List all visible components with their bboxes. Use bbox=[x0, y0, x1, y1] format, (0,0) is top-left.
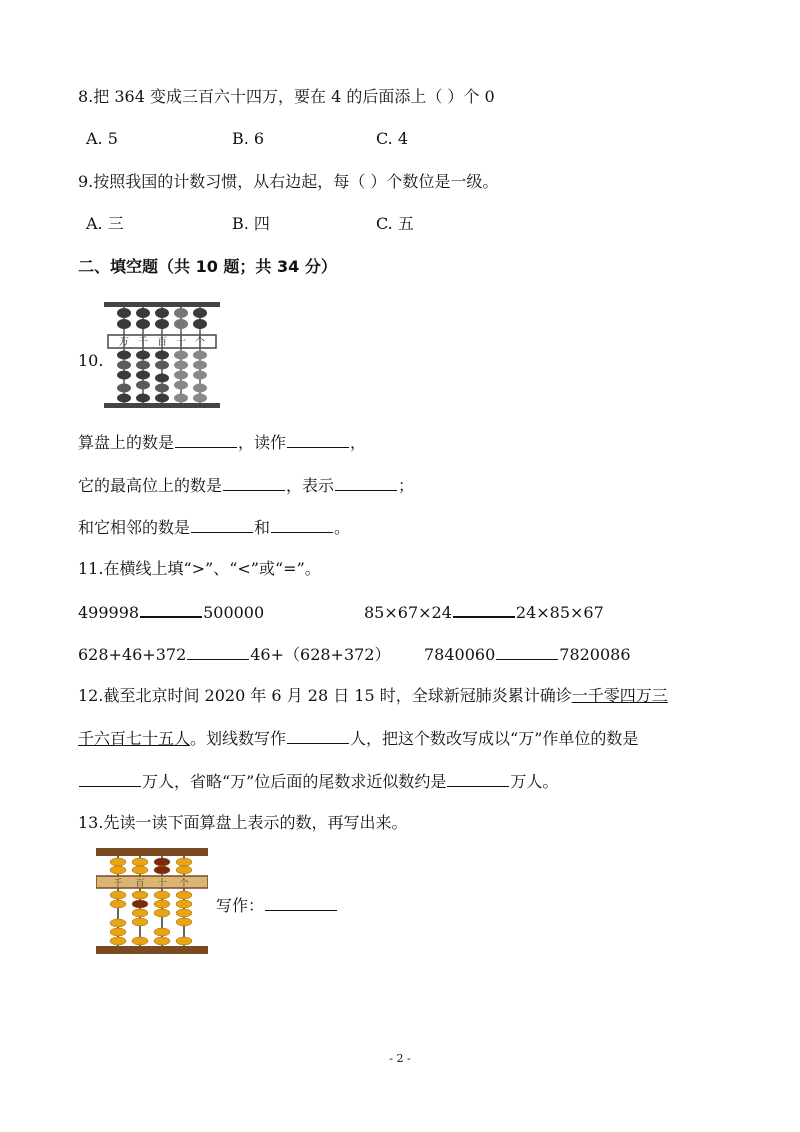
q10-lower-bead bbox=[174, 361, 188, 370]
q10-lower-bead bbox=[136, 371, 150, 380]
q11-d-right: 7820086 bbox=[559, 645, 631, 664]
q10-lower-bead bbox=[155, 351, 169, 360]
q13-lower-bead bbox=[154, 928, 170, 936]
q10-lower-bead bbox=[155, 361, 169, 370]
q11-row-2-left bbox=[78, 643, 391, 666]
q13-blank-write[interactable] bbox=[265, 894, 337, 911]
q13-rods bbox=[110, 856, 192, 946]
q10-place-label: 百 bbox=[157, 337, 167, 348]
q10-upper-bead bbox=[174, 319, 188, 329]
q10-line-2-text-a: 它的最高位上的数是 bbox=[78, 476, 223, 495]
q13-upper-bead bbox=[176, 866, 192, 874]
q11-a-blank[interactable] bbox=[140, 600, 202, 618]
q10-upper-bead bbox=[136, 319, 150, 329]
q10-lower-bead bbox=[155, 394, 169, 403]
q10-blank-neighbor-1[interactable] bbox=[191, 516, 253, 533]
q13-lower-bead bbox=[176, 900, 192, 908]
q10-line-3-text-b: 和 bbox=[254, 518, 271, 537]
section-2-heading: 二、填空题（共 10 题；共 34 分） bbox=[78, 257, 337, 276]
q10-upper-bead bbox=[193, 308, 207, 318]
q13-lower-bead bbox=[110, 891, 126, 899]
q12-blank-write[interactable] bbox=[287, 727, 349, 744]
q10-upper-bead bbox=[155, 308, 169, 318]
q10-line-1-text-b: ，读作 bbox=[238, 433, 287, 452]
q12-line-2-text-b: 人，把这个数改写成以“万”作单位的数是 bbox=[350, 729, 639, 748]
q10-place-label: 十 bbox=[176, 337, 186, 348]
q10-lower-bead bbox=[117, 384, 131, 393]
q10-lower-bead bbox=[193, 351, 207, 360]
q11-c-left: 628+46+372 bbox=[78, 645, 187, 664]
q9-stem: 9.按照我国的计数习惯，从右边起，每（ ）个数位是一级。 bbox=[78, 172, 499, 191]
q10-line-2 bbox=[78, 474, 414, 497]
q13-write-label: 写作： bbox=[216, 896, 265, 915]
q11-c-blank[interactable] bbox=[187, 643, 249, 660]
q10-line-1-text-c: ， bbox=[350, 433, 367, 452]
q10-lower-bead bbox=[136, 381, 150, 390]
q12-line-3-text-a: 万人，省略“万”位后面的尾数求近似数约是 bbox=[142, 772, 447, 791]
abacus-bottom-bar bbox=[104, 403, 220, 408]
q10-place-label: 万 bbox=[119, 337, 129, 348]
q12-line-2-text-a: 。划线数写作 bbox=[190, 729, 287, 748]
q12-blank-wan[interactable] bbox=[79, 770, 141, 787]
q10-lower-bead bbox=[136, 394, 150, 403]
q8-option-b: B. 6 bbox=[232, 129, 265, 148]
q13-lower-bead bbox=[154, 900, 170, 908]
q11-row-2-right bbox=[424, 643, 631, 666]
q10-upper-bead bbox=[193, 319, 207, 329]
q12-line-1-text: 12.截至北京时间 2020 年 6 月 28 日 15 时，全球新冠肺炎累计确诊 bbox=[78, 686, 572, 705]
q13-lower-bead bbox=[110, 937, 126, 945]
q12-blank-approx[interactable] bbox=[447, 770, 509, 787]
q10-lower-bead bbox=[193, 394, 207, 403]
q11-b-left: 85×67×24 bbox=[364, 603, 452, 622]
q10-upper-bead bbox=[117, 308, 131, 318]
q10-lower-bead bbox=[174, 351, 188, 360]
q10-blank-neighbor-2[interactable] bbox=[271, 516, 333, 533]
q13-lower-bead bbox=[110, 928, 126, 936]
q13-write-line bbox=[216, 894, 338, 917]
q12-underlined-number-part-1: 一千零四万三 bbox=[571, 686, 668, 705]
q13-lower-bead bbox=[132, 937, 148, 945]
q13-lower-bead bbox=[132, 891, 148, 899]
q13-upper-bead bbox=[110, 866, 126, 874]
q10-abacus-figure bbox=[102, 300, 222, 410]
q13-upper-bead bbox=[110, 858, 126, 866]
q10-lower-bead bbox=[193, 384, 207, 393]
q13-lower-bead bbox=[154, 891, 170, 899]
q10-lower-bead bbox=[117, 371, 131, 380]
q10-upper-bead bbox=[136, 308, 150, 318]
q13-lower-bead bbox=[132, 900, 148, 908]
q11-d-left: 7840060 bbox=[424, 645, 496, 664]
q10-line-1-text-a: 算盘上的数是 bbox=[78, 433, 175, 452]
q11-b-right: 24×85×67 bbox=[515, 603, 604, 622]
q10-line-3-text-a: 和它相邻的数是 bbox=[78, 518, 191, 537]
q10-place-label: 个 bbox=[195, 337, 205, 348]
q10-number: 10. bbox=[78, 351, 104, 370]
q8-option-c: C. 4 bbox=[376, 129, 409, 148]
q11-a-left: 499998 bbox=[78, 603, 140, 622]
q13-place-label: 个 bbox=[179, 879, 189, 889]
q10-upper-bead bbox=[155, 319, 169, 329]
q10-lower-bead bbox=[117, 394, 131, 403]
q13-upper-bead bbox=[154, 866, 170, 874]
q11-row-1-left bbox=[78, 600, 264, 624]
q13-lower-bead bbox=[176, 909, 192, 917]
q10-blank-read[interactable] bbox=[287, 431, 349, 448]
q13-lower-bead bbox=[176, 891, 192, 899]
q10-line-2-text-c: ； bbox=[398, 476, 415, 495]
q10-upper-bead bbox=[174, 308, 188, 318]
q10-lower-bead bbox=[174, 381, 188, 390]
q10-lower-bead bbox=[136, 361, 150, 370]
q10-blank-number[interactable] bbox=[175, 431, 237, 448]
q10-lower-bead bbox=[155, 374, 169, 383]
q10-lower-bead bbox=[193, 361, 207, 370]
q10-blank-highest-digit[interactable] bbox=[223, 474, 285, 491]
q13-stem: 13.先读一读下面算盘上表示的数，再写出来。 bbox=[78, 813, 408, 832]
q11-row-1-right bbox=[364, 600, 604, 624]
q13-place-label: 百 bbox=[135, 879, 145, 889]
q13-lower-bead bbox=[154, 909, 170, 917]
q13-lower-bead bbox=[176, 937, 192, 945]
q12-line-3-text-b: 万人。 bbox=[510, 772, 559, 791]
q13-lower-bead bbox=[110, 900, 126, 908]
q13-abacus-figure bbox=[96, 848, 208, 954]
q10-lower-bead bbox=[117, 361, 131, 370]
q12-underlined-number-part-2: 千六百七十五人 bbox=[78, 729, 191, 748]
q13-upper-bead bbox=[132, 858, 148, 866]
q13-abacus-bottom-bar bbox=[96, 946, 208, 954]
q11-stem: 11.在横线上填“>”、“<”或“=”。 bbox=[78, 559, 321, 578]
q13-abacus-top-bar bbox=[96, 848, 208, 856]
q10-blank-represents[interactable] bbox=[335, 474, 397, 491]
q11-b-blank[interactable] bbox=[453, 600, 515, 618]
q9-option-a: A. 三 bbox=[86, 214, 124, 233]
q13-upper-bead bbox=[176, 858, 192, 866]
q10-place-label: 千 bbox=[138, 337, 148, 348]
q10-lower-bead bbox=[117, 351, 131, 360]
q13-upper-bead bbox=[132, 866, 148, 874]
q10-line-3 bbox=[78, 516, 350, 539]
q10-lower-bead bbox=[193, 371, 207, 380]
q13-lower-bead bbox=[132, 909, 148, 917]
q10-lower-bead bbox=[136, 351, 150, 360]
q13-lower-bead bbox=[154, 937, 170, 945]
q11-c-right: 46+（628+372） bbox=[250, 645, 391, 664]
q12-line-2 bbox=[78, 727, 638, 750]
q10-upper-bead bbox=[117, 319, 131, 329]
q8-stem: 8.把 364 变成三百六十四万，要在 4 的后面添上（ ）个 0 bbox=[78, 87, 495, 106]
q13-upper-bead bbox=[154, 858, 170, 866]
abacus-top-bar bbox=[104, 302, 220, 307]
q9-option-c: C. 五 bbox=[376, 214, 414, 233]
q13-place-label: 十 bbox=[157, 879, 167, 889]
q12-line-1 bbox=[78, 685, 668, 707]
q11-a-right: 500000 bbox=[203, 603, 265, 622]
q13-place-label: 千 bbox=[113, 879, 123, 889]
q13-lower-bead bbox=[110, 919, 126, 927]
q10-lower-bead bbox=[174, 394, 188, 403]
q13-lower-bead bbox=[176, 918, 192, 926]
q10-lower-bead bbox=[155, 384, 169, 393]
q8-option-a: A. 5 bbox=[86, 129, 118, 148]
q12-line-3 bbox=[78, 770, 558, 793]
q10-lower-bead bbox=[174, 371, 188, 380]
q11-d-blank[interactable] bbox=[496, 643, 558, 660]
page-number: - 2 - bbox=[389, 1052, 411, 1065]
q9-option-b: B. 四 bbox=[232, 214, 270, 233]
q10-rods bbox=[117, 307, 207, 403]
q13-lower-bead bbox=[132, 918, 148, 926]
q10-line-2-text-b: ，表示 bbox=[286, 476, 335, 495]
q10-line-1 bbox=[78, 431, 366, 454]
q10-line-3-text-c: 。 bbox=[334, 518, 351, 537]
